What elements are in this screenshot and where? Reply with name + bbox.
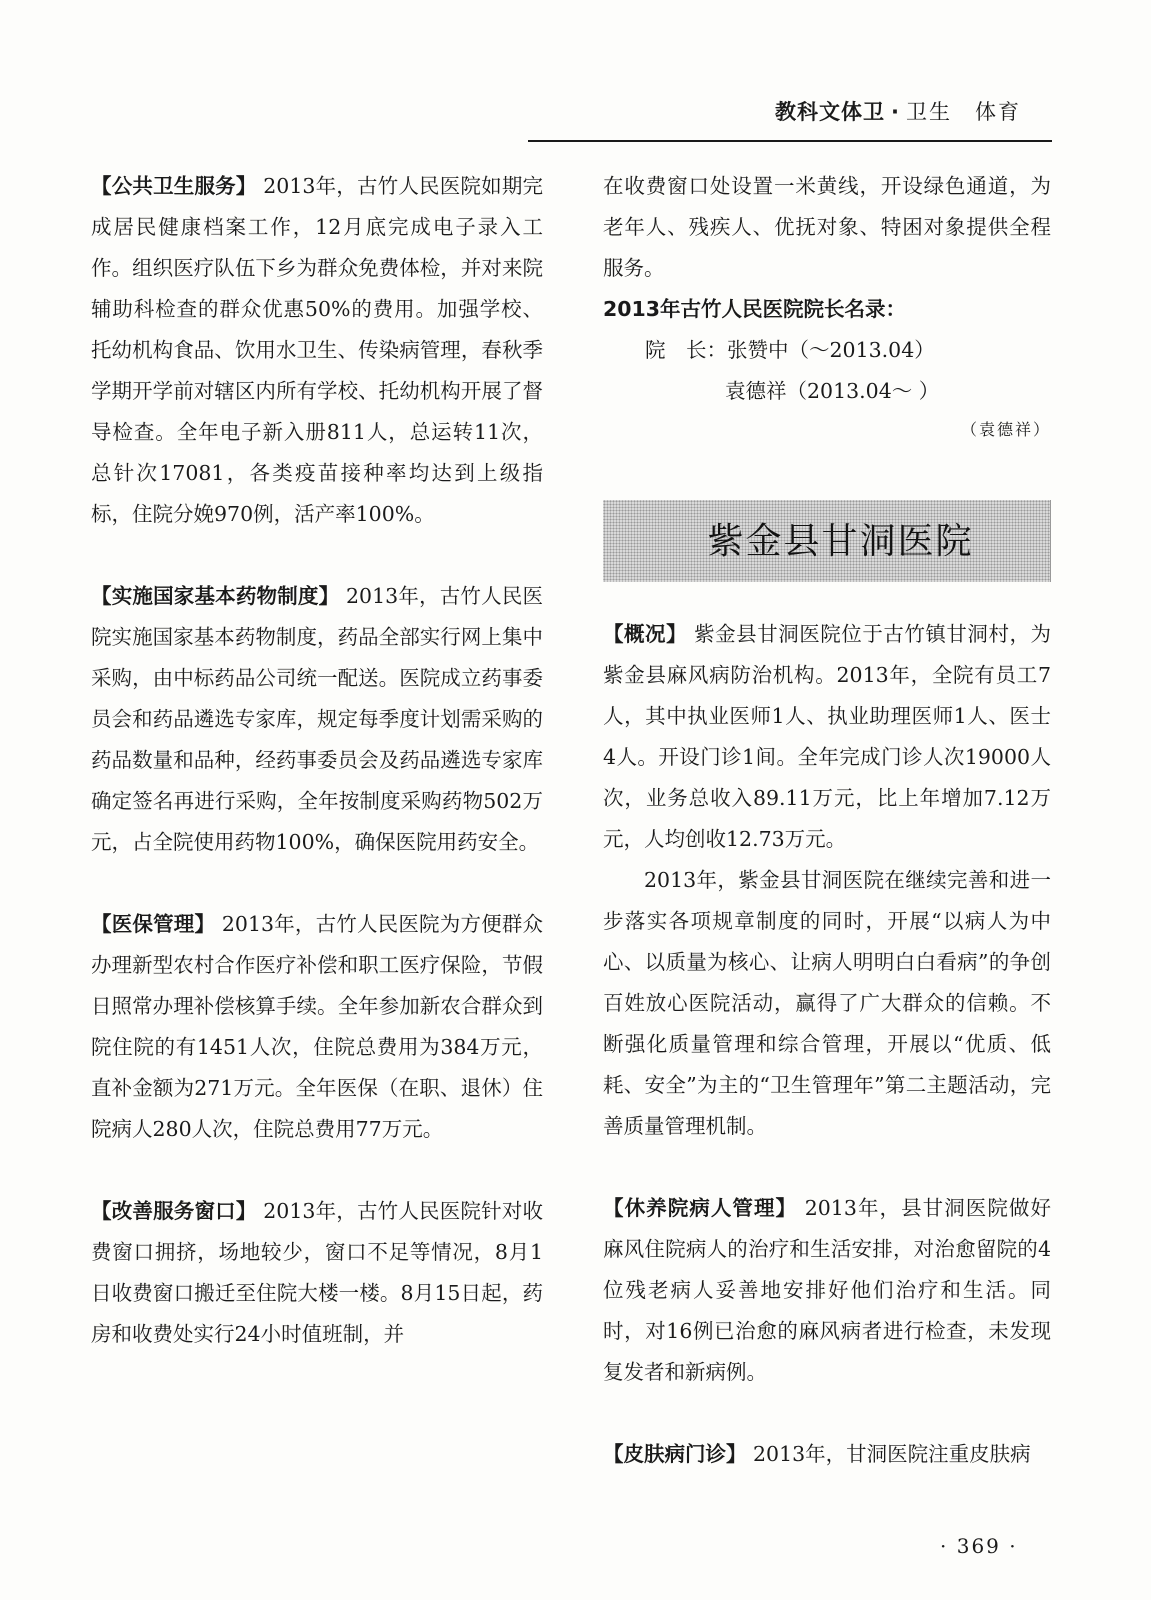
section-label: 【概况】 (603, 622, 688, 646)
running-header (775, 96, 1021, 126)
section-label: 【实施国家基本药物制度】 (91, 584, 340, 608)
right-column (603, 166, 1051, 1516)
section-text: 2013年，古竹人民医院针对收费窗口拥挤，场地较少，窗口不足等情况，8月1日收费窗口搬迁至住院大楼一楼。8月15日起，药房和收费处实行24小时值班制，并 (91, 1199, 544, 1346)
banner-title: 紫金县甘洞医院 (707, 520, 974, 562)
section-label: 【皮肤病门诊】 (603, 1442, 747, 1466)
header-dot: · (891, 100, 900, 124)
section-essential-drugs (91, 576, 543, 863)
section-sanatorium (603, 1188, 1051, 1393)
header-subsection: 卫生 体育 (906, 100, 1021, 124)
section-label: 【公共卫生服务】 (91, 174, 257, 198)
section-text: 2013年，县甘洞医院做好麻风住院病人的治疗和生活安排，对治愈留院的4位残老病人妥善地安排好他们治疗和生活。同时，对16例已治愈的麻风病者进行检查，未发现复发者和新病例。 (603, 1196, 1052, 1384)
section-overview (603, 614, 1051, 1147)
section-label: 【改善服务窗口】 (91, 1199, 257, 1223)
header-rule (528, 140, 1052, 142)
header-section: 教科文体卫 (775, 100, 886, 124)
section-label: 【休养院病人管理】 (603, 1196, 798, 1220)
page-number: · 369 · (940, 1534, 1018, 1558)
section-paragraph: 2013年，紫金县甘洞医院在继续完善和进一步落实各项规章制度的同时，开展“以病人为中心、以质量为核心、让病人明明白白看病”的争创百姓放心医院活动，赢得了广大群众的信赖。不断强化质量管理和综合管理，开展以“优质、低耗、安全”为主的“卫生管理年”第二主题活动，完善质量管理机制。 (603, 868, 1051, 1138)
section-text: 紫金县甘洞医院位于古竹镇甘洞村，为紫金县麻风病防治机构。2013年，全院有员工7人，其中执业医师1人、执业助理医师1人、医士4人。开设门诊1间。全年完成门诊人次19000人次，业务总收入89.11万元，比上年增加7.12万元，人均创收12.73万元。 (603, 622, 1052, 851)
author-credit: （袁德祥） (960, 420, 1051, 439)
section-text: 2013年，古竹人民医院为方便群众办理新型农村合作医疗补偿和职工医疗保险，节假日照常办理补偿核算手续。全年参加新农合群众到院住院的有1451人次，住院总费用为384万元，直补金额为271万元。全年医保（在职、退休）住院病人280人次，住院总费用77万元。 (91, 912, 544, 1141)
section-text: 2013年，甘洞医院注重皮肤病 (746, 1442, 1031, 1466)
section-label: 【医保管理】 (91, 912, 216, 936)
director-roster-line: 袁德祥（2013.04～ ） (725, 379, 940, 403)
hospital-banner (603, 500, 1051, 582)
section-insurance (91, 904, 543, 1150)
section-public-health (91, 166, 543, 535)
section-dermatology (603, 1434, 1051, 1475)
section-service-window (91, 1191, 543, 1355)
left-column (91, 166, 543, 1396)
section-text: 2013年，古竹人民医院实施国家基本药物制度，药品全部实行网上集中采购，由中标药品公司统一配送。医院成立药事委员会和药品遴选专家库，规定每季度计划需采购的药品数量和品种，经药事委员会及药品遴选专家库确定签名再进行采购，全年按制度采购药物502万元，占全院使用药物100%，确保医院用药安全。 (91, 584, 544, 854)
section-text: 2013年，古竹人民医院如期完成居民健康档案工作，12月底完成电子录入工作。组织医疗队伍下乡为群众免费体检，并对来院辅助科检查的群众优惠50%的费用。加强学校、托幼机构食品、饮用水卫生、传染病管理，春秋季学期开学前对辖区内所有学校、托幼机构开展了督导检查。全年电子新入册811人，总运转11次，总针次17081，各类疫苗接种率均达到上级指标，住院分娩970例，活产率100%。 (91, 174, 544, 526)
director-roster-line: 院 长：张赞中（～2013.04） (645, 338, 935, 362)
continuation-text: 在收费窗口处设置一米黄线，开设绿色通道，为老年人、残疾人、优抚对象、特困对象提供全程服务。 (603, 174, 1051, 280)
director-roster-title: 2013年古竹人民医院院长名录： (603, 297, 907, 321)
